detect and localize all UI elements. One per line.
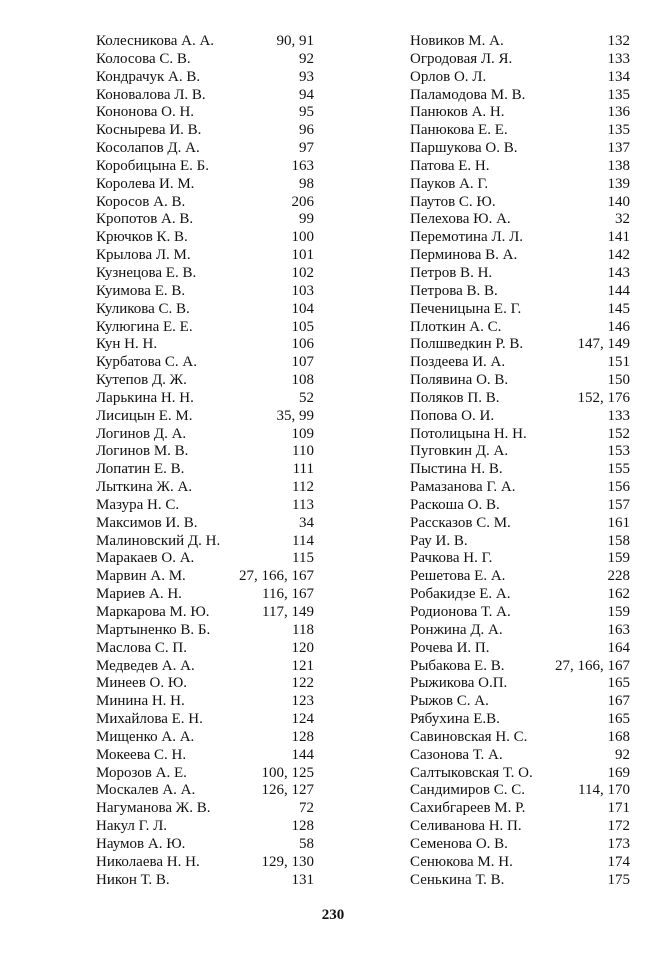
page-reference: 93	[299, 68, 314, 85]
index-entry	[96, 818, 314, 836]
author-name: Минеев О. Ю.	[96, 675, 188, 692]
index-entry	[410, 301, 630, 319]
index-entry	[96, 747, 314, 765]
index-entry	[96, 104, 314, 122]
index-entry	[410, 533, 630, 551]
page-reference: 99	[299, 211, 314, 228]
page-reference: 173	[607, 835, 630, 852]
author-name: Нагуманова Ж. В.	[96, 800, 211, 817]
index-entry	[96, 390, 314, 408]
index-entry	[410, 515, 630, 533]
author-name: Коросов А. В.	[96, 193, 186, 210]
page-reference: 169	[607, 764, 630, 781]
index-entry	[410, 765, 630, 783]
author-name: Кононова О. Н.	[96, 104, 195, 121]
index-entry	[96, 711, 314, 729]
index-entry	[410, 854, 630, 872]
index-entry	[410, 390, 630, 408]
page-reference: 101	[291, 247, 314, 264]
author-name: Пыстина Н. В.	[410, 461, 503, 478]
author-name: Печеницына Е. Г.	[410, 300, 522, 317]
page-reference: 168	[607, 728, 630, 745]
author-name: Михайлова Е. Н.	[96, 711, 203, 728]
author-name: Минина Н. Н.	[96, 693, 185, 710]
author-name: Плоткин А. С.	[410, 318, 502, 335]
page-reference: 120	[291, 639, 314, 656]
index-entry	[410, 408, 630, 426]
author-name: Родионова Т. А.	[410, 604, 511, 620]
author-name: Кутепов Д. Ж.	[96, 372, 187, 389]
index-entry	[410, 550, 630, 568]
index-entry	[410, 104, 630, 122]
page-reference: 145	[607, 300, 630, 317]
author-name: Москалев А. А.	[96, 782, 196, 799]
page-reference: 171	[607, 800, 630, 817]
index-entry	[410, 336, 630, 354]
index-entry	[96, 194, 314, 212]
page-reference: 123	[291, 693, 314, 710]
page-reference: 58	[299, 835, 314, 852]
page-reference: 135	[607, 122, 630, 139]
index-entry	[410, 158, 630, 176]
index-entry	[96, 586, 314, 604]
index-entry	[410, 194, 630, 212]
author-name: Сандимиров С. С.	[410, 782, 525, 799]
page-reference: 129, 130	[261, 853, 314, 870]
page-reference: 163	[291, 157, 314, 174]
page-reference: 147, 149	[577, 336, 630, 353]
page-reference: 141	[607, 229, 630, 246]
author-name: Рамазанова Г. А.	[410, 479, 516, 496]
index-column-right	[410, 33, 630, 890]
index-entry	[96, 372, 314, 390]
index-entry	[96, 176, 314, 194]
index-entry	[96, 604, 314, 622]
index-entry	[96, 515, 314, 533]
page-reference: 158	[607, 532, 630, 549]
page-reference: 116, 167	[262, 586, 314, 603]
index-entry	[96, 729, 314, 747]
index-entry	[96, 765, 314, 783]
page-reference: 174	[607, 853, 630, 870]
author-name: Перемотина Л. Л.	[410, 229, 524, 246]
author-name: Маслова С. П.	[96, 639, 188, 656]
author-name: Лыткина Ж. А.	[96, 479, 193, 496]
index-entry	[410, 640, 630, 658]
index-entry	[96, 461, 314, 479]
page-reference: 128	[291, 728, 314, 745]
index-entry	[96, 319, 314, 337]
author-name: Пелехова Ю. А.	[410, 211, 511, 228]
page-reference: 118	[292, 621, 314, 638]
index-entry	[96, 354, 314, 372]
author-name: Паутов С. Ю.	[410, 193, 496, 210]
author-name: Паршукова О. В.	[410, 140, 518, 157]
author-name: Кулюгина Е. Е.	[96, 318, 193, 335]
author-name: Маракаев О. А.	[96, 550, 195, 567]
author-name: Кузнецова Е. В.	[96, 264, 197, 281]
page-reference: 100	[291, 229, 314, 246]
index-entry	[410, 872, 630, 890]
page-reference: 95	[299, 104, 314, 121]
index-entry	[96, 336, 314, 354]
author-name: Ронжина Д. А.	[410, 621, 503, 638]
author-name: Маркарова М. Ю.	[96, 604, 210, 620]
index-entry	[410, 729, 630, 747]
index-entry	[96, 675, 314, 693]
author-name: Сахибгареев М. Р.	[410, 800, 526, 817]
author-name: Куимова Е. В.	[96, 282, 186, 299]
page-reference: 167	[607, 693, 630, 710]
index-entry	[96, 51, 314, 69]
page-number: 230	[321, 907, 345, 923]
author-name: Крючков К. В.	[96, 229, 188, 246]
page-reference: 90, 91	[276, 33, 314, 49]
index-entry	[410, 658, 630, 676]
author-name: Рочева И. П.	[410, 639, 490, 656]
index-entry	[96, 87, 314, 105]
index-entry	[410, 140, 630, 158]
index-entry	[410, 568, 630, 586]
author-name: Потолицына Н. Н.	[410, 425, 527, 442]
index-entry	[410, 836, 630, 854]
page-reference: 115	[292, 550, 314, 567]
page-reference: 72	[299, 800, 314, 817]
page-reference: 143	[607, 264, 630, 281]
index-entry	[410, 33, 630, 51]
page-reference: 122	[291, 675, 314, 692]
author-name: Рябухина Е.В.	[410, 711, 500, 728]
index-entry	[96, 122, 314, 140]
index-entry	[410, 265, 630, 283]
index-entry	[410, 711, 630, 729]
page-reference: 131	[291, 871, 314, 888]
page-reference: 138	[607, 157, 630, 174]
page-reference: 98	[299, 175, 314, 192]
author-name: Колесникова А. А.	[96, 33, 215, 49]
index-entry	[96, 568, 314, 586]
author-name: Кропотов А. В.	[96, 211, 194, 228]
index-entry	[96, 426, 314, 444]
author-name: Раскоша О. В.	[410, 496, 500, 513]
page-reference: 155	[607, 461, 630, 478]
index-entry	[96, 158, 314, 176]
author-name: Коробицына Е. Б.	[96, 157, 209, 174]
author-name: Мищенко А. А.	[96, 728, 195, 745]
page-reference: 111	[292, 461, 314, 478]
page-reference: 163	[607, 621, 630, 638]
page-reference: 175	[607, 871, 630, 888]
page-reference: 109	[291, 425, 314, 442]
page-reference: 107	[291, 354, 314, 371]
page-reference: 128	[291, 818, 314, 835]
page-reference: 110	[292, 443, 314, 460]
page-reference: 142	[607, 247, 630, 264]
index-entry	[410, 283, 630, 301]
page-reference: 164	[607, 639, 630, 656]
index-entry	[410, 461, 630, 479]
author-name: Полшведкин Р. В.	[410, 336, 524, 353]
page-reference: 133	[607, 50, 630, 67]
author-name: Орлов О. Л.	[410, 68, 487, 85]
page-reference: 206	[291, 193, 314, 210]
page-reference: 152	[607, 425, 630, 442]
index-entry	[410, 87, 630, 105]
index-entry	[96, 443, 314, 461]
index-entry	[410, 747, 630, 765]
author-name: Косолапов Д. А.	[96, 140, 200, 157]
index-entry	[410, 497, 630, 515]
page-reference: 146	[607, 318, 630, 335]
author-name: Патова Е. Н.	[410, 157, 490, 174]
author-name: Семенова О. В.	[410, 835, 508, 852]
author-name: Сенькина Т. В.	[410, 871, 505, 888]
page-reference: 27, 166, 167	[239, 568, 314, 585]
page-reference: 103	[291, 282, 314, 299]
author-name: Медведев А. А.	[96, 657, 195, 674]
page-reference: 134	[607, 68, 630, 85]
page-reference: 35, 99	[276, 407, 314, 424]
author-name: Коновалова Л. В.	[96, 86, 206, 103]
page-reference: 108	[291, 372, 314, 389]
author-name: Крылова Л. М.	[96, 247, 191, 264]
page-reference: 135	[607, 86, 630, 103]
page-reference: 151	[607, 354, 630, 371]
author-name: Николаева Н. Н.	[96, 853, 200, 870]
author-name: Робакидзе Е. А.	[410, 586, 511, 603]
index-entry	[410, 479, 630, 497]
page-reference: 144	[607, 282, 630, 299]
page-reference: 32	[615, 211, 630, 228]
author-name: Панюкова Е. Е.	[410, 122, 508, 139]
page-reference: 121	[291, 657, 314, 674]
index-entry	[410, 586, 630, 604]
page-reference: 136	[607, 104, 630, 121]
page-reference: 94	[299, 86, 314, 103]
index-entry	[96, 497, 314, 515]
index-entry	[96, 140, 314, 158]
page-reference: 137	[607, 140, 630, 157]
page-reference: 161	[607, 514, 630, 531]
author-name: Панюков А. Н.	[410, 104, 505, 121]
page-reference: 228	[607, 568, 630, 585]
page-reference: 144	[291, 746, 314, 763]
page-reference: 114	[292, 532, 314, 549]
page-reference: 92	[615, 746, 630, 763]
index-entry	[410, 51, 630, 69]
author-name: Попова О. И.	[410, 407, 495, 424]
page-reference: 113	[292, 496, 314, 513]
index-entry	[410, 354, 630, 372]
author-name: Накул Г. Л.	[96, 818, 168, 835]
index-entry	[96, 640, 314, 658]
index-entry	[410, 372, 630, 390]
author-name: Королева И. М.	[96, 175, 195, 192]
page-reference: 159	[607, 550, 630, 567]
index-entry	[410, 69, 630, 87]
index-entry	[96, 693, 314, 711]
index-entry	[96, 211, 314, 229]
author-name: Морозов А. Е.	[96, 764, 187, 781]
index-entry	[410, 247, 630, 265]
author-name: Курбатова С. А.	[96, 354, 198, 371]
author-name: Ларькина Н. Н.	[96, 389, 194, 406]
index-entry	[410, 675, 630, 693]
index-entry	[410, 693, 630, 711]
index-entry	[96, 550, 314, 568]
author-name: Поляков П. В.	[410, 389, 500, 406]
author-name: Мазура Н. С.	[96, 496, 180, 513]
author-name: Коснырева И. В.	[96, 122, 202, 139]
page-reference: 156	[607, 479, 630, 496]
author-name: Полявина О. В.	[410, 372, 509, 389]
index-entry	[96, 283, 314, 301]
page-reference: 27, 166, 167	[555, 657, 630, 674]
page-reference: 126, 127	[261, 782, 314, 799]
index-entry	[96, 800, 314, 818]
index-entry	[410, 229, 630, 247]
page-reference: 117, 149	[262, 604, 314, 620]
index-entry	[96, 836, 314, 854]
index-entry	[410, 800, 630, 818]
page-reference: 92	[299, 50, 314, 67]
author-name: Марвин А. М.	[96, 568, 186, 585]
index-entry	[96, 229, 314, 247]
author-name: Наумов А. Ю.	[96, 835, 186, 852]
page-reference: 114, 170	[578, 782, 630, 799]
author-name: Рыбакова Е. В.	[410, 657, 505, 674]
author-name: Рачкова Н. Г.	[410, 550, 493, 567]
index-entry	[96, 69, 314, 87]
page-reference: 153	[607, 443, 630, 460]
index-entry	[410, 319, 630, 337]
author-name: Лопатин Е. В.	[96, 461, 185, 478]
index-entry	[96, 33, 314, 51]
page-reference: 172	[607, 818, 630, 835]
author-name: Новиков М. А.	[410, 33, 504, 49]
author-name: Сенюкова М. Н.	[410, 853, 513, 870]
author-name: Поздеева И. А.	[410, 354, 506, 371]
author-name: Кондрачук А. В.	[96, 68, 201, 85]
author-name: Перминова В. А.	[410, 247, 518, 264]
index-entry	[96, 854, 314, 872]
page-reference: 162	[607, 586, 630, 603]
index-entry	[96, 479, 314, 497]
page-reference: 52	[299, 389, 314, 406]
page-reference: 105	[291, 318, 314, 335]
author-name: Савиновская Н. С.	[410, 728, 528, 745]
author-name: Кун Н. Н.	[96, 336, 158, 353]
author-name: Петрова В. В.	[410, 282, 498, 299]
author-name: Петров В. Н.	[410, 264, 493, 281]
author-name: Логинов М. В.	[96, 443, 189, 460]
index-entry	[96, 622, 314, 640]
page-reference: 152, 176	[577, 389, 630, 406]
author-name: Огродовая Л. Я.	[410, 50, 513, 67]
page-reference: 106	[291, 336, 314, 353]
author-name: Куликова С. В.	[96, 300, 190, 317]
index-entry	[410, 604, 630, 622]
author-name: Салтыковская Т. О.	[410, 764, 533, 781]
author-name: Мариев А. Н.	[96, 586, 182, 603]
author-name: Рыжов С. А.	[410, 693, 489, 710]
page-reference: 165	[607, 675, 630, 692]
author-name: Сазонова Т. А.	[410, 746, 503, 763]
page-reference: 112	[292, 479, 314, 496]
page-reference: 124	[291, 711, 314, 728]
index-entry	[410, 426, 630, 444]
author-name: Рау И. В.	[410, 532, 468, 549]
page-reference: 132	[607, 33, 630, 49]
page-reference: 97	[299, 140, 314, 157]
index-entry	[96, 247, 314, 265]
page-reference: 100, 125	[261, 764, 314, 781]
author-name: Никон Т. В.	[96, 871, 170, 888]
author-name: Мокеева С. Н.	[96, 746, 187, 763]
index-entry	[410, 122, 630, 140]
page-reference: 157	[607, 496, 630, 513]
index-entry	[410, 782, 630, 800]
page-reference: 139	[607, 175, 630, 192]
index-entry	[96, 265, 314, 283]
index-entry	[96, 533, 314, 551]
page-reference: 150	[607, 372, 630, 389]
author-name: Решетова Е. А.	[410, 568, 506, 585]
index-entry	[96, 872, 314, 890]
index-entry	[410, 818, 630, 836]
index-column-left	[96, 33, 314, 890]
author-name: Рассказов С. М.	[410, 514, 511, 531]
author-name: Пауков А. Г.	[410, 175, 489, 192]
author-name: Малиновский Д. Н.	[96, 532, 221, 549]
index-entry	[96, 408, 314, 426]
page-reference: 140	[607, 193, 630, 210]
page-reference: 104	[291, 300, 314, 317]
author-name: Селиванова Н. П.	[410, 818, 522, 835]
page-reference: 102	[291, 264, 314, 281]
author-name: Логинов Д. А.	[96, 425, 187, 442]
index-entry	[410, 622, 630, 640]
author-name: Паламодова М. В.	[410, 86, 526, 103]
page-reference: 133	[607, 407, 630, 424]
index-entry	[410, 443, 630, 461]
index-entry	[96, 782, 314, 800]
index-entry	[96, 658, 314, 676]
author-name: Пуговкин Д. А.	[410, 443, 509, 460]
index-entry	[410, 176, 630, 194]
author-name: Мартыненко В. Б.	[96, 621, 211, 638]
author-name: Рыжикова О.П.	[410, 675, 508, 692]
page-reference: 34	[299, 514, 314, 531]
author-name: Максимов И. В.	[96, 514, 198, 531]
index-entry	[410, 211, 630, 229]
author-name: Колосова С. В.	[96, 50, 191, 67]
author-name: Лисицын Е. М.	[96, 407, 193, 424]
page-reference: 165	[607, 711, 630, 728]
page-reference: 96	[299, 122, 314, 139]
page-reference: 159	[607, 604, 630, 620]
index-entry	[96, 301, 314, 319]
